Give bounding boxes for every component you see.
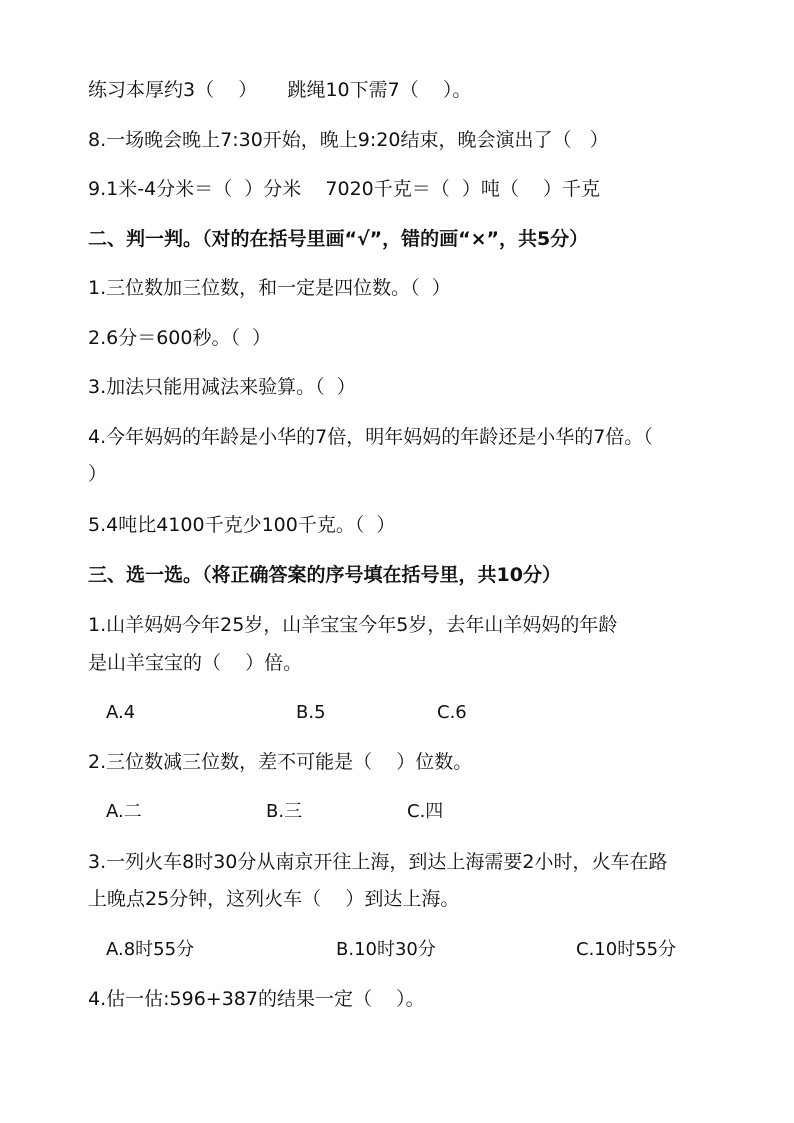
choice-1-option-b: B.5 — [296, 702, 326, 723]
choice-1-option-a: A.4 — [106, 702, 136, 723]
fill-blank-item-7: 练习本厚约3（ ） 跳绳10下需7（ ）。 — [88, 79, 472, 101]
judge-item-2: 2.6分＝600秒。（ ） — [88, 327, 272, 349]
choice-2-option-a: A.二 — [106, 801, 142, 822]
choice-2-option-c: C.四 — [407, 801, 444, 822]
choice-3-option-a: A.8时55分 — [106, 939, 195, 960]
choice-3-option-c: C.10时55分 — [576, 939, 677, 960]
judge-item-3: 3.加法只能用减法来验算。（ ） — [88, 376, 356, 398]
choice-question-1-continued: 是山羊宝宝的（ ）倍。 — [88, 652, 303, 674]
choice-3-option-b: B.10时30分 — [336, 939, 436, 960]
choice-question-1: 1.山羊妈妈今年25岁，山羊宝宝今年5岁，去年山羊妈妈的年龄 — [88, 614, 618, 636]
section-heading-choose: 三、选一选。（将正确答案的序号填在括号里，共10分） — [88, 564, 561, 586]
choice-2-option-b: B.三 — [266, 801, 303, 822]
section-heading-judge: 二、判一判。（对的在括号里画“√”，错的画“×”，共5分） — [88, 228, 589, 250]
judge-item-4-continued: ） — [88, 463, 108, 485]
fill-blank-item-8: 8.一场晚会晚上7:30开始，晚上9:20结束，晚会演出了（ ） — [88, 129, 609, 151]
fill-blank-item-9: 9.1米-4分米＝（ ）分米 7020千克＝（ ）吨（ ）千克 — [88, 178, 600, 200]
choice-question-3-continued: 上晚点25分钟，这列火车（ ）到达上海。 — [88, 888, 460, 910]
choice-1-option-c: C.6 — [437, 702, 467, 723]
judge-item-5: 5.4吨比4100千克少100千克。（ ） — [88, 514, 396, 536]
choice-question-3: 3.一列火车8时30分从南京开往上海，到达上海需要2小时，火车在路 — [88, 851, 668, 873]
judge-item-1: 1.三位数加三位数，和一定是四位数。（ ） — [88, 277, 451, 299]
choice-question-2: 2.三位数减三位数，差不可能是（ ）位数。 — [88, 751, 473, 773]
choice-question-4: 4.估一估:596+387的结果一定（ ）。 — [88, 988, 425, 1010]
judge-item-4: 4.今年妈妈的年龄是小华的7倍，明年妈妈的年龄还是小华的7倍。（ — [88, 426, 653, 448]
